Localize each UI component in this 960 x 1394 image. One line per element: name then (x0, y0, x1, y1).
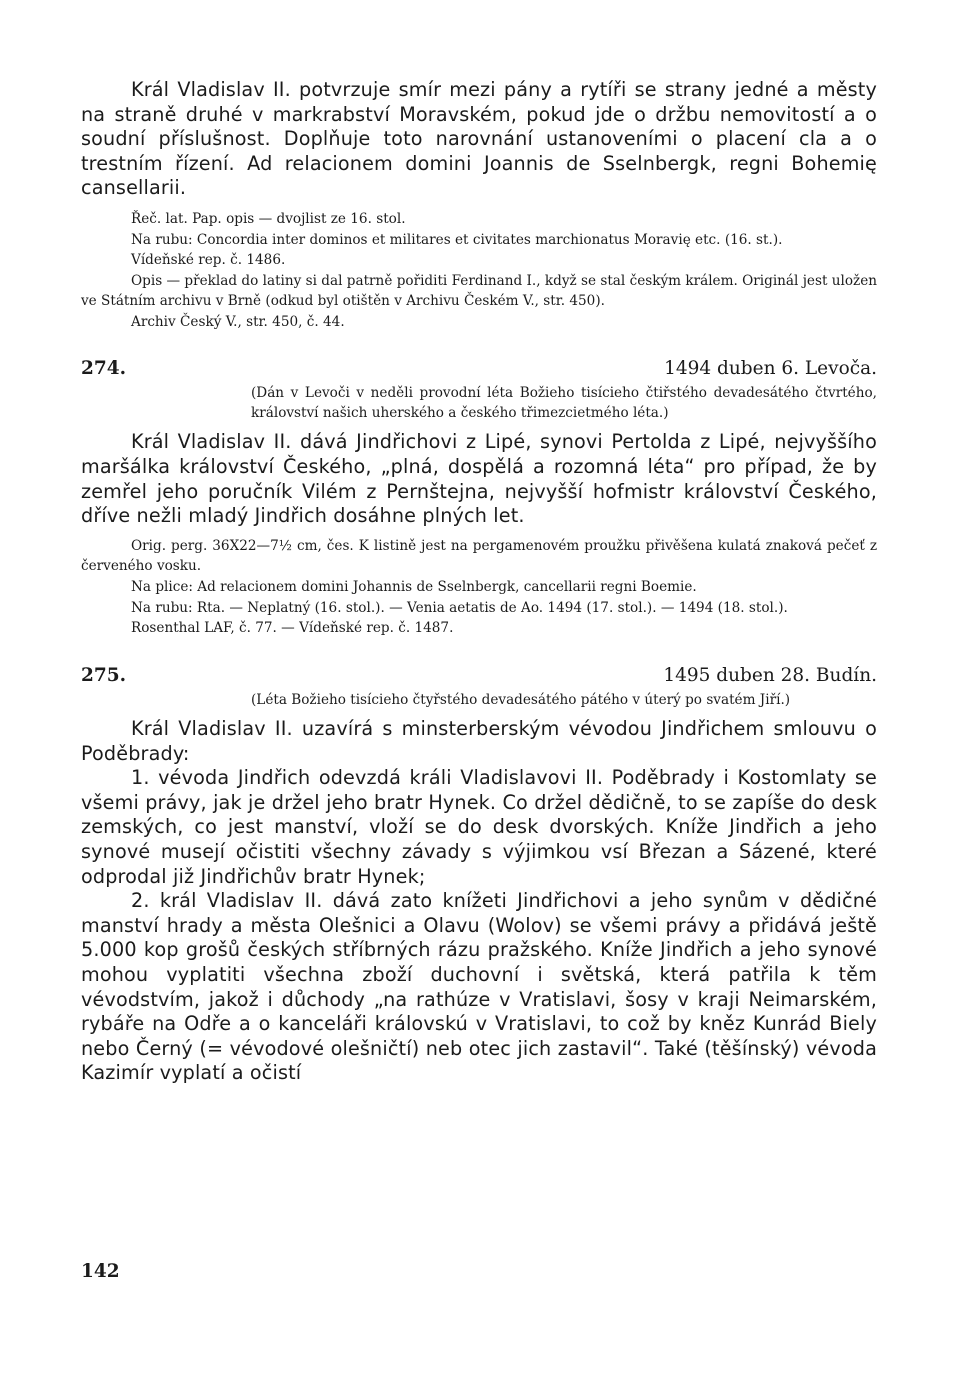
entry-274-heading (81, 358, 877, 379)
entry-275-text-point-2: 2. král Vladislav II. dává zato knížeti Jindřichovi a jeho synům v dědičné manství hrady a města Olešnici a Olavu (Wolov) se všemi právy a přidává ještě 5.000 kop grošů českých stříbrných rázu pražského. Kníže Jindřich a jeho synové mohou vyplatiti všechna zboží duchovní i světská, která patřila k těm vévodstvím, jakož i důchody „na rathúze v Vratislavi, šosy v kraji Neimarském, rybáře na Odře a o kanceláři královskú v Vratislavi, to což by kněz Kunrád Biely nebo Černý (= vévodové olešničtí) neb otec jich zastavil“. Také (těšínský) vévoda Kazimír vyplatí a očistí (81, 889, 877, 1085)
entry-275-dating: (Léta Božieho tisícieho čtyřstého devadesátého pátého v úterý po svatém Jiří.) (251, 691, 791, 708)
intro-summary: Král Vladislav II. potvrzuje smír mezi pány a rytíři se strany jedné a městy na straně druhé v markrabství Moravském, pokud jde o držbu nemovitostí a o soudní příslušnost. Doplňuje toto narovnání ustanoveními o placení cla a o trestním řízení. Ad relacionem domini Joannis de Sselnbergk, regni Bohemię cansellarii. (81, 78, 877, 200)
intro-note-repertory: Vídeňské rep. č. 1486. (131, 252, 286, 269)
intro-note-copy: Opis — překlad do latiny si dal patrně pořiditi Ferdinand I., když se stal českým králem. Originál jest uložen ve Státním archivu v Brně (odkud byl otištěn v Archivu Českém V., str. 450). (81, 272, 877, 310)
entry-274-date: 1494 duben 6. Levoča. (664, 357, 877, 379)
entry-275-text-point-1: 1. vévoda Jindřich odevzdá králi Vladislavovi II. Poděbrady i Kostomlaty se všemi právy, jak je držel jeho bratr Hynek. Co držel dědičně, to se zapíše do desk zemských, co jest manství, vloží se do desk dvorských. Kníže Jindřich a jeho synové musejí očistiti všechny závady s výjimkou vsí Březan a Sázené, které odprodal již Jindřichův bratr Hynek; (81, 766, 877, 888)
entry-275-date: 1495 duben 28. Budín. (663, 664, 877, 686)
entry-274-note-references: Rosenthal LAF, č. 77. — Vídeňské rep. č. 1487. (131, 620, 454, 637)
intro-note-reverse: Na rubu: Concordia inter dominos et militares et civitates marchionatus Moravię etc. (16. st.). (131, 231, 783, 248)
entry-274-note-plica: Na plice: Ad relacionem domini Johannis de Sselnbergk, cancellarii regni Boemie. (131, 578, 697, 595)
entry-274-text: Král Vladislav II. dává Jindřichovi z Lipé, synovi Pertolda z Lipé, nejvyššího maršálka království Českého, „plná, dospělá a rozomná léta“ pro případ, že by zemřel jeho poručník Vilém z Pernštejna, nejvyšší hofmistr království Českého, dříve nežli mladý Jindřich dosáhne plných let. (81, 430, 877, 528)
page-number: 142 (81, 1261, 120, 1282)
entry-274-note-reverse: Na rubu: Rta. — Neplatný (16. stol.). — Venia aetatis de Ao. 1494 (17. stol.). — 1494 (18. stol.). (131, 599, 788, 616)
entry-274-note-original: Orig. perg. 36X22—7½ cm, čes. K listině jest na pergamenovém proužku přivěšena kulatá znaková pečeť z červeného vosku. (81, 537, 877, 575)
entry-274-dating: (Dán v Levoči v neděli provodní léta Božieho tisícieho čtiřstého devadesátého čtvrtého, království našich uherského a českého třimezcietmého léta.) (251, 384, 877, 421)
document-page (81, 78, 877, 1086)
entry-275-heading (81, 665, 877, 686)
entry-274-number: 274. (81, 357, 127, 379)
intro-note-archive: Archiv Český V., str. 450, č. 44. (131, 313, 345, 330)
intro-note-language: Řeč. lat. Pap. opis — dvojlist ze 16. stol. (131, 210, 406, 227)
entry-275-text-intro: Král Vladislav II. uzavírá s minsterberským vévodou Jindřichem smlouvu o Poděbrady: (81, 717, 877, 765)
entry-275-number: 275. (81, 664, 127, 686)
